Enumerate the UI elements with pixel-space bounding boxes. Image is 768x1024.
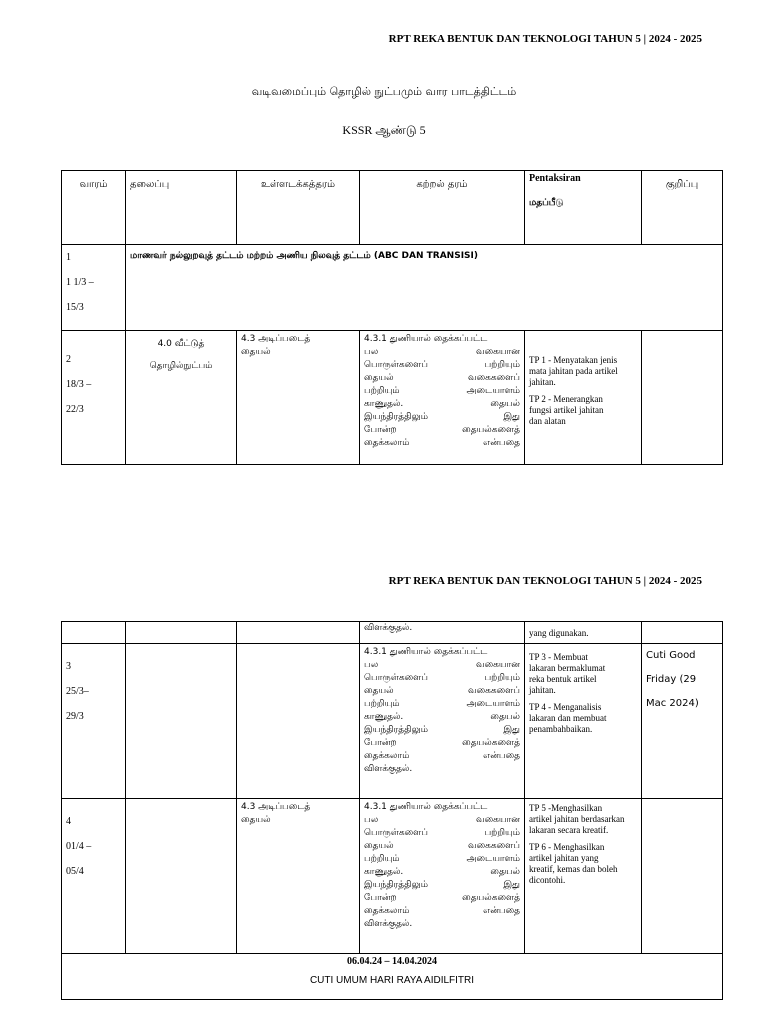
learning-line: பல வகையான: [364, 347, 520, 357]
learning-line: தையல் வகைகளைப்: [364, 841, 520, 851]
week-date-end: 05/4: [66, 866, 84, 877]
learning-line: காணுதல். தையல்: [364, 867, 520, 877]
week-number: 2: [66, 354, 71, 365]
learning-line: பற்றியும் அடையாளம்: [364, 699, 520, 709]
assessment-tp: TP 6 - Menghasilkan artikel jahitan yang kreatif, kemas dan boleh dicontohi.: [529, 842, 618, 885]
page-header: RPT REKA BENTUK DAN TEKNOLOGI TAHUN 5 | 2024 - 2025: [388, 33, 702, 45]
notes-cell: [642, 799, 723, 954]
learning-line: பொருள்களைப் பற்றியும்: [364, 828, 520, 838]
week-cell: [62, 799, 126, 954]
learning-line: பொருள்களைப் பற்றியும்: [364, 673, 520, 683]
content-standard-cell: [237, 644, 360, 799]
topic-cell: [126, 644, 237, 799]
content-standard-cell: [237, 799, 360, 954]
learning-line: இயந்திரத்திலும் இது: [364, 725, 520, 735]
notes-cell: [642, 644, 723, 799]
document-title: வடிவமைப்பும் தொழில் நுட்பமும் வார பாடத்திட்டம்: [251, 85, 517, 98]
content-standard-cell: [237, 331, 360, 465]
assessment-tp: TP 3 - Membuat lakaran bermaklumat reka bentuk artikel jahitan.: [529, 652, 606, 695]
week-date-start: 1 1/3 –: [66, 277, 94, 288]
column-header-assessment: [525, 171, 642, 245]
learning-line: தையல் வகைகளைப்: [364, 373, 520, 383]
learning-line: 4.3.1 துணியால் தைக்கப்பட்ட: [364, 802, 488, 812]
notes-cell: [642, 622, 723, 644]
week-cell: [62, 245, 126, 331]
learning-line: 4.3.1 துணியால் தைக்கப்பட்ட: [364, 334, 488, 344]
assessment-tp: TP 1 - Menyatakan jenis mata jahitan pada artikel jahitan.: [529, 355, 618, 387]
week-date-end: 29/3: [66, 711, 84, 722]
holiday-label: CUTI UMUM HARI RAYA AIDILFITRI: [309, 975, 475, 986]
content-standard-text: 4.3 அடிப்படைத் தையல்: [241, 334, 311, 357]
assessment-tp: TP 2 - Menerangkan fungsi artikel jahitan dan alatan: [529, 394, 604, 426]
learning-line: பல வகையான: [364, 815, 520, 825]
assessment-header-tamil: மதப்பீடு: [529, 198, 564, 208]
holiday-cell: [62, 954, 723, 1000]
learning-line: இயந்திரத்திலும் இது: [364, 412, 520, 422]
learning-line: விளக்குதல்.: [364, 764, 413, 774]
learning-line: விளக்குதல்.: [364, 919, 413, 929]
learning-line: இயந்திரத்திலும் இது: [364, 880, 520, 890]
learning-line: போன்ற தையல்களைத்: [364, 893, 520, 903]
column-header-learning: கற்றல் தரம்: [360, 171, 525, 245]
assessment-cell: [525, 644, 642, 799]
learning-line: பற்றியும் அடையாளம்: [364, 386, 520, 396]
learning-line: பொருள்களைப் பற்றியும்: [364, 360, 520, 370]
orientation-row-text: மாணவர் நல்லுறவுத் தட்டம் மற்றம் அணிய நிலவுத் தட்டம் (ABC DAN TRANSISI): [126, 245, 723, 331]
learning-standard-cell: [360, 799, 525, 954]
topic-cell: [126, 331, 237, 465]
week-date-end: 15/3: [66, 302, 84, 313]
learning-standard-cell: விளக்குதல்.: [360, 622, 525, 644]
learning-line: தைக்கலாம் என்பதை: [364, 438, 520, 448]
week-number: 4: [66, 816, 71, 827]
learning-line: காணுதல். தையல்: [364, 399, 520, 409]
table-header-row: [62, 171, 723, 245]
assessment-cell: yang digunakan.: [525, 622, 642, 644]
learning-line: காணுதல். தையல்: [364, 712, 520, 722]
week-cell: [62, 331, 126, 465]
holiday-note: Cuti Good Friday (29 Mac 2024): [646, 650, 699, 709]
learning-line: போன்ற தையல்களைத்: [364, 738, 520, 748]
column-header-topic: தலைப்பு: [126, 171, 237, 245]
learning-line: போன்ற தையல்களைத்: [364, 425, 520, 435]
learning-line: தையல் வகைகளைப்: [364, 686, 520, 696]
notes-cell: [642, 331, 723, 465]
schedule-table-page1: [61, 170, 723, 465]
document-subtitle: KSSR ஆண்டு 5: [342, 123, 426, 137]
topic-cell: [126, 622, 237, 644]
week-number: 1: [66, 252, 71, 263]
week-date-start: 18/3 –: [66, 379, 92, 390]
learning-line: தைக்கலாம் என்பதை: [364, 906, 520, 916]
week-date-end: 22/3: [66, 404, 84, 415]
week-number: 3: [66, 661, 71, 672]
week-date-start: 25/3–: [66, 686, 89, 697]
holiday-dates: 06.04.24 – 14.04.2024: [347, 956, 437, 967]
column-header-week: வாரம்: [62, 171, 126, 245]
schedule-table-page2: [61, 621, 723, 1000]
week-date-start: 01/4 –: [66, 841, 92, 852]
learning-line: பல வகையான: [364, 660, 520, 670]
topic-line: 4.0 வீட்டுத்: [157, 339, 205, 349]
learning-line: 4.3.1 துணியால் தைக்கப்பட்ட: [364, 647, 488, 657]
learning-line: தைக்கலாம் என்பதை: [364, 751, 520, 761]
learning-line: பற்றியும் அடையாளம்: [364, 854, 520, 864]
content-standard-text: 4.3 அடிப்படைத் தையல்: [241, 802, 311, 825]
learning-standard-cell: [360, 644, 525, 799]
table-row: [62, 644, 723, 799]
page-header: RPT REKA BENTUK DAN TEKNOLOGI TAHUN 5 | 2024 - 2025: [388, 575, 702, 587]
assessment-tp: TP 4 - Menganalisis lakaran dan membuat penambahbaikan.: [529, 702, 607, 734]
assessment-header-malay: Pentaksiran: [529, 173, 581, 184]
holiday-row: [62, 954, 723, 1000]
assessment-tp: TP 5 -Menghasilkan artikel jahitan berdasarkan lakaran secara kreatif.: [529, 803, 625, 835]
column-header-notes: குறிப்பு: [642, 171, 723, 245]
learning-standard-cell: [360, 331, 525, 465]
topic-line: தொழில்நுட்பம்: [149, 361, 213, 371]
table-row: [62, 799, 723, 954]
column-header-content: உள்ளடக்கத்தரம்: [237, 171, 360, 245]
table-row: [62, 245, 723, 331]
topic-cell: [126, 799, 237, 954]
assessment-cell: [525, 331, 642, 465]
assessment-cell: [525, 799, 642, 954]
table-row: [62, 331, 723, 465]
week-cell: [62, 622, 126, 644]
table-row: [62, 622, 723, 644]
week-cell: [62, 644, 126, 799]
content-standard-cell: [237, 622, 360, 644]
